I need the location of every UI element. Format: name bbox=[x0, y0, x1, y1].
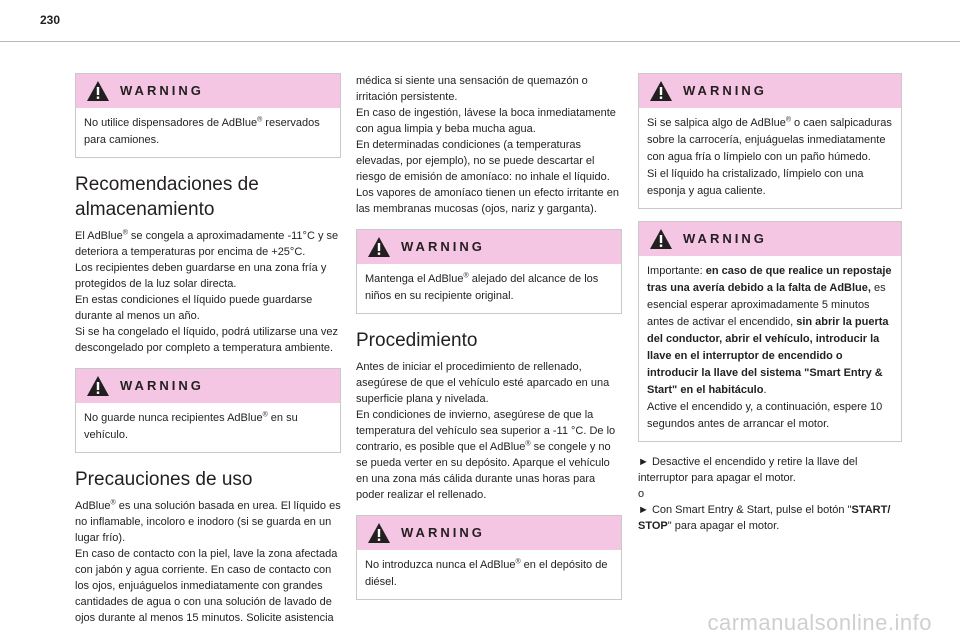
warning-header bbox=[639, 74, 901, 108]
warning-box bbox=[638, 73, 902, 209]
warning-triangle-icon bbox=[649, 228, 673, 250]
warning-title: WARNING bbox=[401, 239, 485, 254]
warning-box bbox=[356, 229, 622, 314]
warning-text: Si se salpica algo de AdBlue® o caen salpicaduras sobre la carrocería, enjuáguelas inmediatamente con agua fría o límpielo con un paño húmedo. Si el líquido ha cristalizado, límpielo con una esponja y agua caliente. bbox=[647, 116, 892, 197]
warning-text: Importante: en caso de que realice un repostaje tras una avería debido a la falta de AdBlue, es esencial esperar aproximadamente 5 minutos antes de activar el encendido, sin abrir la puerta del conductor, abrir el vehículo, introducir la llave en el interruptor de encendido o introducir la llave del sistema "Smart Entry & Start" en el habitáculo. Active el encendido y, a continuación, espere 10 segundos antes de arrancar el motor. bbox=[647, 265, 892, 430]
section-title-storage: Recomendaciones de almacenamiento bbox=[75, 174, 259, 220]
warning-box bbox=[75, 73, 341, 158]
warning-box bbox=[75, 368, 341, 453]
warning-triangle-icon bbox=[649, 80, 673, 102]
step-1: ► Desactive el encendido y retire la llave del interruptor para apagar el motor. bbox=[638, 456, 858, 484]
warning-triangle-icon bbox=[86, 375, 110, 397]
warning-header bbox=[76, 74, 340, 108]
warning-triangle-icon bbox=[86, 80, 110, 102]
warning-header bbox=[76, 369, 340, 403]
warning-text: No utilice dispensadores de AdBlue® reservados para camiones. bbox=[84, 116, 320, 146]
column-middle bbox=[356, 73, 622, 612]
precautions-continuation: médica si siente una sensación de quemazón o irritación persistente. En caso de ingestión, lávese la boca inmediatamente con agua limpia y beba mucha agua. En determinadas condiciones (a temperaturas elevadas, por ejemplo), no se puede descartar el riesgo de emisión de amoníaco: no inhale el líquido. Los vapores de amoníaco tienen un efecto irritante en las membranas mucosas (ojos, nariz y garganta). bbox=[356, 75, 619, 215]
warning-text: No introduzca nunca el AdBlue® en el depósito de diésel. bbox=[365, 558, 608, 588]
warning-title: WARNING bbox=[120, 378, 204, 393]
step-2: ► Con Smart Entry & Start, pulse el botón "START/ STOP" para apagar el motor. bbox=[638, 504, 891, 532]
step-or: o bbox=[638, 488, 645, 500]
column-right bbox=[638, 73, 902, 546]
warning-header bbox=[639, 222, 901, 256]
watermark: carmanualsonline.info bbox=[707, 610, 932, 635]
page-number: 230 bbox=[40, 13, 61, 27]
warning-title: WARNING bbox=[683, 231, 767, 246]
warning-header bbox=[357, 230, 621, 264]
section-title-procedure: Procedimiento bbox=[356, 330, 478, 351]
warning-text: Mantenga el AdBlue® alejado del alcance de los niños en su recipiente original. bbox=[365, 272, 599, 302]
section-title-precautions: Precauciones de uso bbox=[75, 469, 253, 490]
warning-title: WARNING bbox=[120, 83, 204, 98]
header-rule bbox=[0, 41, 960, 42]
procedure-paragraph: Antes de iniciar el procedimiento de rellenado, asegúrese de que el vehículo esté aparcado en una superficie plana y nivelada. En condiciones de invierno, asegúrese de que la temperatura del vehículo sea superior a -11 °C. De lo contrario, es posible que el AdBlue® se congele y no se pueda verter en su depósito. Aparque el vehículo en una zona más cálida durante unas horas para poder realizar el rellenado. bbox=[356, 361, 616, 501]
warning-triangle-icon bbox=[367, 236, 391, 258]
warning-title: WARNING bbox=[683, 83, 767, 98]
warning-box bbox=[638, 221, 902, 442]
column-left bbox=[75, 73, 341, 638]
warning-box bbox=[356, 515, 622, 600]
precautions-paragraph: AdBlue® es una solución basada en urea. El líquido es no inflamable, incoloro e inodoro (si se guarda en un lugar frío). En caso de contacto con la piel, lave la zona afectada con jabón y agua corriente. En caso de contacto con los ojos, enjuáguelos inmediatamente con grandes cantidades de agua o con una solución de lavado de ojos durante al menos 15 minutos. Solicite asistencia bbox=[75, 499, 341, 624]
warning-header bbox=[357, 516, 621, 550]
stop-engine-steps bbox=[638, 454, 902, 534]
warning-text: No guarde nunca recipientes AdBlue® en su vehículo. bbox=[84, 411, 298, 441]
storage-paragraph: El AdBlue® se congela a aproximadamente -11°C y se deteriora a temperaturas por encima de +25°C. Los recipientes deben guardarse en una zona fría y protegidos de la luz solar directa. En estas condiciones el líquido puede guardarse durante al menos un año. Si se ha congelado el líquido, podrá utilizarse una vez descongelado por completo a temperatura ambiente. bbox=[75, 229, 339, 354]
warning-title: WARNING bbox=[401, 525, 485, 540]
warning-triangle-icon bbox=[367, 522, 391, 544]
